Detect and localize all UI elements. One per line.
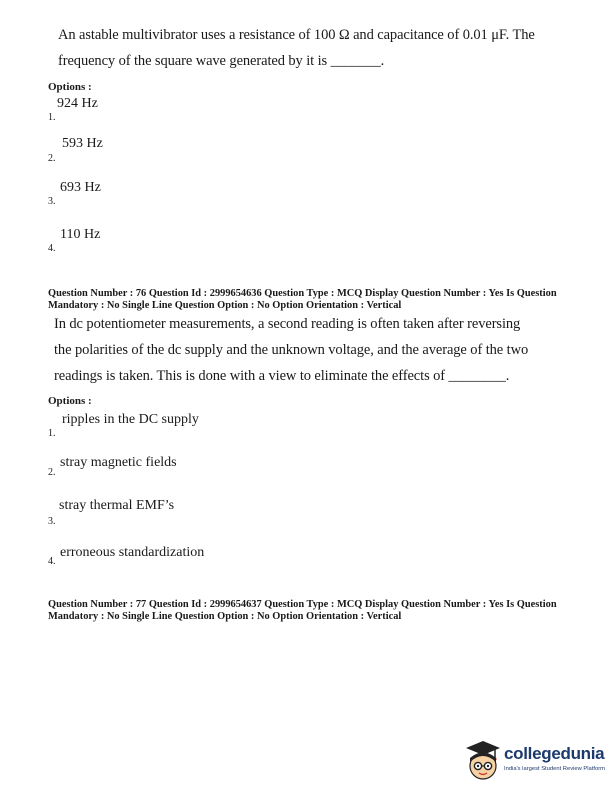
question-77-meta	[48, 599, 596, 622]
q75-option-4-text[interactable]: 110 Hz	[60, 227, 101, 242]
question-76-line-3: readings is taken. This is done with a view to eliminate the effects of ________.	[54, 368, 510, 384]
q75-option-3-text[interactable]: 693 Hz	[60, 180, 101, 195]
question-77-meta-line-2: Mandatory : No Single Line Question Option : No Option Orientation : Vertical	[48, 610, 402, 622]
question-76-text	[54, 311, 594, 389]
question-77-meta-line-1: Question Number : 77 Question Id : 2999654637 Question Type : MCQ Display Question Number : Yes Is Question	[48, 599, 557, 610]
q76-option-4-number: 4.	[48, 556, 56, 567]
q76-option-1-number: 1.	[48, 428, 56, 439]
q75-option-1-number: 1.	[48, 112, 56, 123]
q76-option-3-text[interactable]: stray thermal EMF’s	[59, 498, 175, 513]
q75-option-2-text[interactable]: 593 Hz	[62, 136, 103, 151]
question-76-meta	[48, 288, 596, 311]
question-76-line-2: the polarities of the dc supply and the unknown voltage, and the average of the two	[54, 342, 529, 358]
collegedunia-logo-name: collegedunia	[504, 744, 605, 763]
q75-option-4-number: 4.	[48, 243, 56, 254]
options-label: Options :	[48, 395, 92, 407]
question-76-line-1: In dc potentiometer measurements, a second reading is often taken after reversing	[54, 316, 521, 332]
question-75-line-2: frequency of the square wave generated by it is _______.	[58, 53, 385, 69]
question-75-text	[58, 22, 578, 74]
question-75-line-1: An astable multivibrator uses a resistance of 100 Ω and capacitance of 0.01 μF. The	[58, 27, 535, 43]
options-label: Options :	[48, 81, 92, 93]
collegedunia-logo-icon	[462, 738, 504, 784]
q76-option-3-number: 3.	[48, 516, 56, 527]
q75-option-1-text[interactable]: 924 Hz	[57, 96, 98, 111]
question-76-meta-line-1: Question Number : 76 Question Id : 2999654636 Question Type : MCQ Display Question Number : Yes Is Question	[48, 288, 557, 299]
collegedunia-logo-tagline: India's largest Student Review Platform	[504, 766, 605, 772]
q76-option-2-number: 2.	[48, 467, 56, 478]
q76-option-2-text[interactable]: stray magnetic fields	[60, 455, 177, 470]
q76-option-4-text[interactable]: erroneous standardization	[60, 545, 205, 560]
question-76-meta-line-2: Mandatory : No Single Line Question Option : No Option Orientation : Vertical	[48, 299, 402, 311]
q75-option-2-number: 2.	[48, 153, 56, 164]
q75-option-3-number: 3.	[48, 196, 56, 207]
q76-option-1-text[interactable]: ripples in the DC supply	[62, 412, 199, 427]
